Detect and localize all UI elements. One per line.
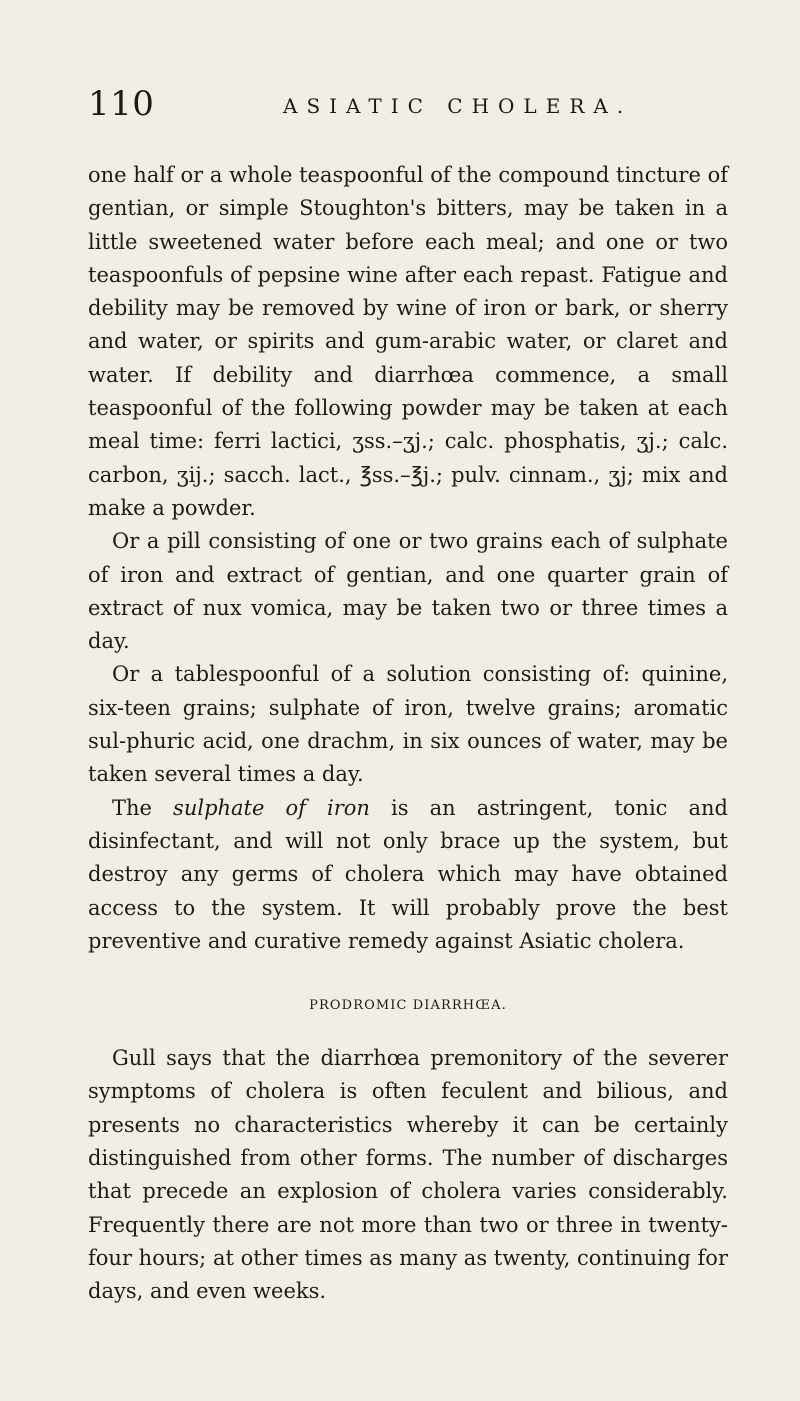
section-heading: PRODROMIC DIARRHŒA. bbox=[309, 998, 507, 1014]
paragraph-3: Or a tablespoonful of a solution consisting of: quinine, six-teen grains; sulphate of iron, twelve grains; aromatic sul-phuric acid, one drachm, in six ounces of water, may be taken several times a day. bbox=[88, 662, 728, 787]
paragraph-4-suffix: is an astringent, tonic and disinfectant, and will not only brace up the system, but destroy any germs of cholera which may have obtained access to the system. It will probably prove the best preventive and curative remedy against Asiatic cholera. bbox=[88, 795, 729, 953]
paragraph-4-prefix: The bbox=[112, 795, 174, 820]
page-header bbox=[88, 84, 728, 124]
page-number: 110 bbox=[88, 84, 155, 124]
paragraph-4 bbox=[88, 792, 728, 958]
paragraph-2: Or a pill consisting of one or two grains each of sulphate of iron and extract of gentian, and one quarter grain of extract of nux vomica, may be taken two or three times a day. bbox=[88, 529, 728, 654]
paragraph-1: one half or a whole teaspoonful of the compound tincture of gentian, or simple Stoughton's bitters, may be taken in a little sweetened water before each meal; and one or two teaspoonfuls of pepsine wine after each repast. Fatigue and debility may be removed by wine of iron or bark, or sherry and water, or spirits and gum-arabic water, or claret and water. If debility and diarrhœa commence, a small teaspoonful of the following powder may be taken at each meal time: ferri lactici, ʒss.–ʒj.; calc. phosphatis, ʒj.; calc. carbon, ʒij.; sacch. lact., ℥ss.–℥j.; pulv. cinnam., ʒj; mix and make a powder. bbox=[88, 163, 728, 520]
body-text bbox=[88, 159, 728, 1309]
paragraph-4-emphasis: sulphate of iron bbox=[173, 795, 370, 820]
running-title: ASIATIC CHOLERA. bbox=[283, 94, 633, 118]
paragraph-5: Gull says that the diarrhœa premonitory of the severer symptoms of cholera is often feculent and bilious, and presents no characteristics whereby it can be certainly distinguished from other forms. The number of discharges that precede an explosion of cholera varies considerably. Frequently there are not more than two or three in twenty-four hours; at other times as many as twenty, continuing for days, and even weeks. bbox=[88, 1046, 728, 1304]
